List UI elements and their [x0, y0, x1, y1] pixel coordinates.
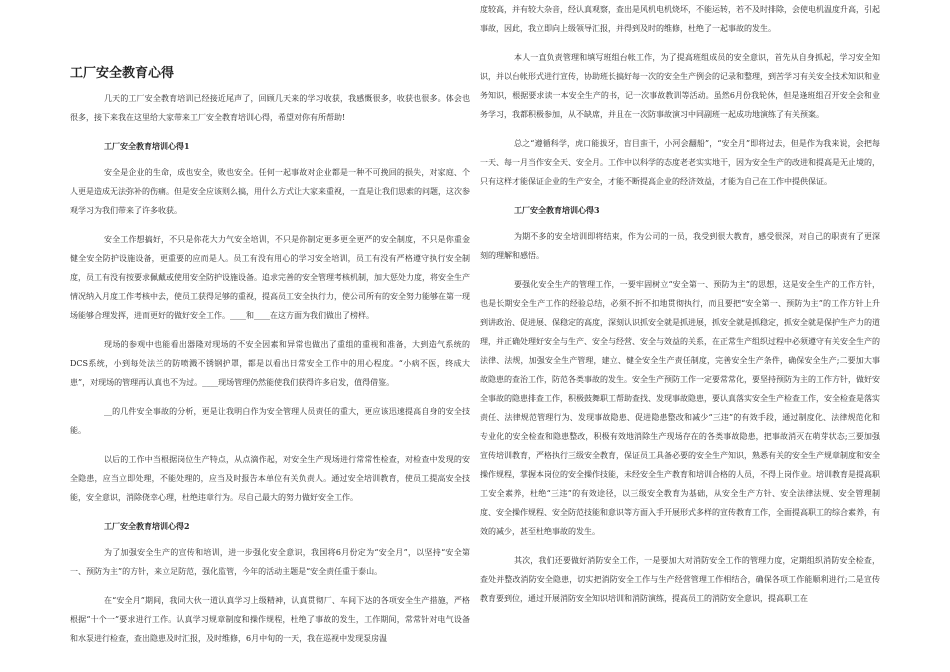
document-title: 工厂安全教育心得: [70, 66, 175, 81]
paragraph: 为期不多的安全培训即将结束，作为公司的一员，我受到很大教育，感受很深，对自己的职责有了更深刻的理解和感悟。: [480, 232, 880, 260]
paragraph: 为了加强安全生产的宣传和培训，进一步强化安全意识，我国将6月份定为“安全月”，以坚持“安全第一、预防为主”的方针，来立足防范，强化监管，今年的活动主题是“安全责任重于泰山。: [70, 548, 470, 576]
section-heading: 工厂安全教育培训心得1: [104, 141, 190, 151]
paragraph: 总之“遵循科学，虎口能拔牙，盲目蛮干，小河会翻船”，“安全月”即将过去，但是作为我来说，会把每一天、每一月当作安全天、安全月。工作中以科学的态度老老实实地干，因为安全生产的改进和提高是无止境的，只有这样才能保证企业的生产安全，才能不断提高企业的经济效益，才能为自己在工作中提供保证。: [480, 139, 880, 186]
section-heading: 工厂安全教育培训心得2: [104, 521, 190, 531]
paragraph: 几天的工厂安全教育培训已经接近尾声了，回顾几天来的学习收获，我感慨很多，收获也很多。体会也很多，接下来我在这里给大家带来工厂安全教育培训心得，希望对你有所帮助!: [70, 94, 470, 122]
paragraph: 安全是企业的生命，成也安全，败也安全。任何一起事故对企业都是一种不可挽回的损失，对家庭、个人更是造成无法弥补的伤痛。但是安全应该则么搞，用什么方式让大家来重视，一直是让我们思索的问题，这次参观学习为我们带来了许多收获。: [70, 168, 470, 215]
paragraph: 在“安全月”期间，我同大伙一道认真学习上级精神，认真贯彻厂、车间下达的各项安全生产措施，严格根据“十个一”要求进行工作。认真学习规章制度和操作规程，杜绝了事故的发生，工作期间，常常针对电气设备和水泵进行检查，查出隐患及时汇报，及时维修，6月中旬的一天，我在巡视中发现泵房温: [70, 596, 470, 643]
paragraph: 以后的工作中当根据岗位生产特点，从点滴作起，对安全生产现场进行常常性检查，对检查中发现的安全隐患，应当立即处理，不能处理的，应当及时报告本单位有关负责人。通过安全培训教育，使员工提高安全技能，安全意识，消除侥幸心理，杜绝违章行为。尽自己最大的努力做好安全工作。: [70, 455, 470, 502]
paragraph-continuation: 度较高，并有较大杂音，经认真观察，查出是风机电机烧坏，不能运转，若不及时排除，会使电机温度升高，引起事故，因此，我立即向上级领导汇报，并得到及时的维修，杜绝了一起事故的发生。: [480, 5, 880, 33]
left-column-body: [70, 89, 470, 648]
left-column: [70, 0, 470, 658]
paragraph: 其次，我们还要做好消防安全工作，一是要加大对消防安全工作的管理力度，定期组织消防安全检查，查处并整改消防安全隐患，切实把消防安全工作与生产经营管理工作相结合，确保各项工作能顺利进行;二是宣传教育要到位，通过开展消防安全知识培训和消防演练，提高员工的消防安全意识，提高职工在: [480, 556, 880, 603]
section-heading: 工厂安全教育培训心得3: [514, 205, 600, 215]
right-column: [480, 0, 880, 618]
paragraph: 要强化安全生产的管理工作，一要牢固树立“安全第一、预防为主”的思想，这是安全生产的工作方针，也是长期安全生产工作的经验总结，必须不折不扣地贯彻执行，而且要把“安全第一、预防为主”的工作方针上升到讲政治、促进展、保稳定的高度，深刻认识抓安全就是抓进展，抓安全就是抓稳定，抓安全就是保护生产力的道理，并正确处理好安全与生产、安全与经营、安全与效益的关系，在正常生产组织过程中必须遵守有关安全生产的法律、法规，加强安全生产管理，建立、健全安全生产责任制度，完善安全生产条件，确保安全生产;二要加大事故隐患的查治工作，防范各类事故的发生。安全生产预防工作一定要常常化，要坚持预防为主的工作方针，做好安全事故的隐患排查工作，积极鼓舞职工帮助查找、发现事故隐患，要认真落实安全生产检查工作，安全检查是落实责任、法律规范管理行为、发现事故隐患、促进隐患整改和减少“三违”的有效手段，通过制度化、法律规范化和专业化的安全检查和隐患整改，积极有效地消除生产现场存在的各类事故隐患，把事故消灭在萌芽状态;三要加强宣传培训教育，严格执行三级安全教育，保证员工具备必要的安全生产知识，熟悉有关的安全生产规章制度和安全操作规程，掌握本岗位的安全操作技能，未经安全生产教育和培训合格的人员，不得上岗作业。培训教育是提高职工安全素养，杜绝“三违”的有效途径，以三级安全教育为基础，从安全生产方针、安全法律法规、安全管理制度、安全操作规程、安全防范技能和意识等方面入手开展形式多样的宣传教育工作，全面提高职工的综合素养，有效的减少，甚至杜绝事故的发生。: [480, 280, 880, 536]
paragraph: __的几件安全事故的分析，更是让我明白作为安全管理人员责任的重大，更应该迅速提高自身的安全技能。: [70, 407, 470, 435]
right-column-body: [480, 0, 880, 608]
paragraph: 安全工作想搞好，不只是你花大力气安全培训，不只是你制定更多更全更严的安全制度，不只是你重金健全安全防护设施设备，更重要的应而是人。员工有没有用心的学习安全培训，员工有没有严格遵守执行安全制度，员工有没有按要求佩戴或使用安全防护设施设备。追求完善的安全管理考核机制，加大惩处力度，将安全生产情况纳入月度工作考核中去，使员工获得足够的重视，提高员工安全执行力，使公司所有的安全努力能够在第一现场能够合理发挥，进而更好的做好安全工作。____和____在这方面为我们做出了榜样。: [70, 235, 470, 320]
paragraph: 本人一直负责管理和填写班组台帐工作，为了提高班组成员的安全意识，首先从自身抓起，学习安全知识，并以台帐形式进行宣传，协助班长搞好每一次的安全生产例会的记录和整理，到苦学习有关安全技术知识和业务知识，根据要求读一本安全生产的书，记一次事故教训等活动。虽然6月份我轮休，但是逢班组召开安全会和业务学习，我都积极参加，从不缺席，并且在一次防事故演习中同副班一起成功地演练了有关预案。: [480, 53, 880, 119]
paragraph: 现场的参观中也能看出器隆对现场的不安全因素和异常也做出了重组的重视和准备，大到造气系统的DCS系统，小到每处法兰的防喷溅不锈钢护罩，都是以看出日常安全工作中的用心程度。“小病不医，终成大患”，对现场的管理再认真也不为过。____现场管理仍然能使我们获得许多启发，值得借鉴。: [70, 340, 470, 387]
